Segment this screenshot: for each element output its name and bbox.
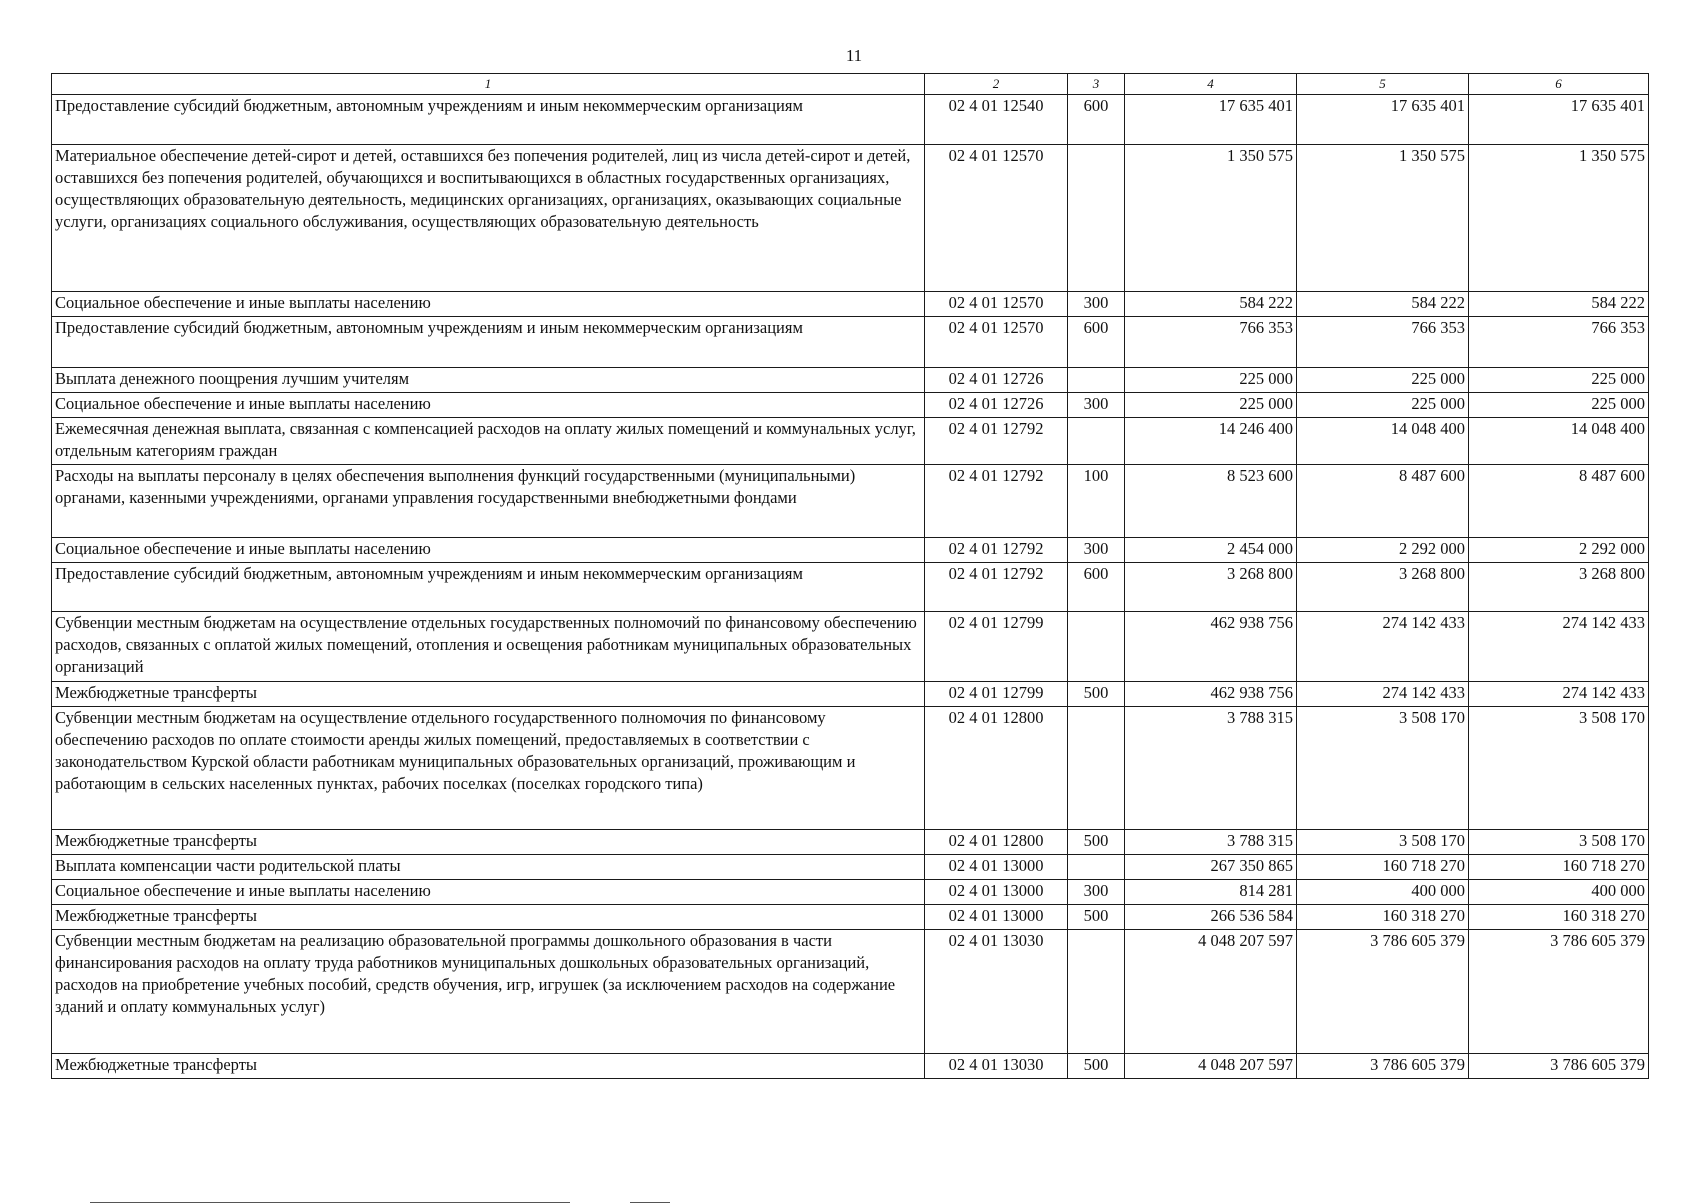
- table-row: [52, 538, 1649, 563]
- item-name: Социальное обеспечение и иные выплаты населению: [52, 538, 925, 563]
- table-row: [52, 145, 1649, 292]
- column-header-1: 1: [52, 74, 925, 95]
- target-code: 02 4 01 13000: [925, 905, 1068, 930]
- target-code: 02 4 01 13000: [925, 880, 1068, 905]
- table-row: [52, 830, 1649, 855]
- amount-col-4: 17 635 401: [1125, 95, 1297, 145]
- amount-col-6: 400 000: [1469, 880, 1649, 905]
- table-row: [52, 682, 1649, 707]
- amount-col-6: 3 508 170: [1469, 830, 1649, 855]
- amount-col-4: 267 350 865: [1125, 855, 1297, 880]
- item-name: Предоставление субсидий бюджетным, автономным учреждениям и иным некоммерческим организациям: [52, 563, 925, 612]
- item-name: Социальное обеспечение и иные выплаты населению: [52, 393, 925, 418]
- amount-col-5: 400 000: [1297, 880, 1469, 905]
- amount-col-5: 160 718 270: [1297, 855, 1469, 880]
- column-header-6: 6: [1469, 74, 1649, 95]
- target-code: 02 4 01 12570: [925, 145, 1068, 292]
- amount-col-4: 225 000: [1125, 368, 1297, 393]
- item-name: Материальное обеспечение детей-сирот и детей, оставшихся без попечения родителей, лиц из числа детей-сирот и детей, оставшихся без попечения родителей, обучающихся и воспитывающихся в областных государственных организациях, осуществляющих образовательную деятельность, медицинских организациях, организациях, оказывающих социальные услуги, организациях социального обслуживания, осуществляющих образовательную деятельность: [52, 145, 925, 292]
- expense-type: 300: [1068, 393, 1125, 418]
- item-name: Межбюджетные трансферты: [52, 830, 925, 855]
- amount-col-6: 3 508 170: [1469, 707, 1649, 830]
- amount-col-4: 766 353: [1125, 317, 1297, 368]
- target-code: 02 4 01 12726: [925, 368, 1068, 393]
- amount-col-6: 3 268 800: [1469, 563, 1649, 612]
- item-name: Выплата компенсации части родительской платы: [52, 855, 925, 880]
- amount-col-4: 462 938 756: [1125, 682, 1297, 707]
- amount-col-6: 3 786 605 379: [1469, 1054, 1649, 1079]
- target-code: 02 4 01 13000: [925, 855, 1068, 880]
- amount-col-5: 274 142 433: [1297, 612, 1469, 682]
- item-name: Выплата денежного поощрения лучшим учителям: [52, 368, 925, 393]
- expense-type: 500: [1068, 830, 1125, 855]
- amount-col-4: 3 788 315: [1125, 707, 1297, 830]
- amount-col-5: 14 048 400: [1297, 418, 1469, 465]
- table-body: [52, 95, 1649, 1079]
- amount-col-4: 2 454 000: [1125, 538, 1297, 563]
- target-code: 02 4 01 12799: [925, 612, 1068, 682]
- table-row: [52, 880, 1649, 905]
- amount-col-6: 2 292 000: [1469, 538, 1649, 563]
- amount-col-4: 225 000: [1125, 393, 1297, 418]
- item-name: Субвенции местным бюджетам на осуществление отдельных государственных полномочий по финансовому обеспечению расходов, связанных с оплатой жилых помещений, отопления и освещения работникам муниципальных образовательных организаций: [52, 612, 925, 682]
- amount-col-4: 8 523 600: [1125, 465, 1297, 538]
- expense-type: [1068, 707, 1125, 830]
- item-name: Расходы на выплаты персоналу в целях обеспечения выполнения функций государственными (муниципальными) органами, казенными учреждениями, органами управления государственными внебюджетными фондами: [52, 465, 925, 538]
- amount-col-6: 225 000: [1469, 368, 1649, 393]
- item-name: Субвенции местным бюджетам на осуществление отдельного государственного полномочия по финансовому обеспечению расходов по оплате стоимости аренды жилых помещений, предоставляемых в соответствии с законодательством Курской области работникам муниципальных образовательных организаций, проживающим и работающим в сельских населенных пунктах, рабочих поселках (поселках городского типа): [52, 707, 925, 830]
- expense-type: 600: [1068, 317, 1125, 368]
- amount-col-5: 584 222: [1297, 292, 1469, 317]
- page-number: 11: [845, 46, 863, 65]
- target-code: 02 4 01 12800: [925, 830, 1068, 855]
- target-code: 02 4 01 12540: [925, 95, 1068, 145]
- amount-col-5: 274 142 433: [1297, 682, 1469, 707]
- item-name: Межбюджетные трансферты: [52, 1054, 925, 1079]
- table-row: [52, 1054, 1649, 1079]
- expense-type: [1068, 612, 1125, 682]
- expense-type: 600: [1068, 95, 1125, 145]
- table-row: [52, 418, 1649, 465]
- expense-type: 600: [1068, 563, 1125, 612]
- column-header-3: 3: [1068, 74, 1125, 95]
- column-header-2: 2: [925, 74, 1068, 95]
- expense-type: 300: [1068, 538, 1125, 563]
- table-row: [52, 905, 1649, 930]
- expense-type: [1068, 368, 1125, 393]
- amount-col-6: 160 718 270: [1469, 855, 1649, 880]
- amount-col-5: 8 487 600: [1297, 465, 1469, 538]
- amount-col-6: 17 635 401: [1469, 95, 1649, 145]
- amount-col-4: 266 536 584: [1125, 905, 1297, 930]
- expense-type: 100: [1068, 465, 1125, 538]
- column-header-4: 4: [1125, 74, 1297, 95]
- table-row: [52, 317, 1649, 368]
- amount-col-4: 3 788 315: [1125, 830, 1297, 855]
- amount-col-6: 1 350 575: [1469, 145, 1649, 292]
- item-name: Ежемесячная денежная выплата, связанная с компенсацией расходов на оплату жилых помещений и коммунальных услуг, отдельным категориям граждан: [52, 418, 925, 465]
- target-code: 02 4 01 13030: [925, 930, 1068, 1054]
- table-row: [52, 465, 1649, 538]
- target-code: 02 4 01 12792: [925, 418, 1068, 465]
- expense-type: 300: [1068, 292, 1125, 317]
- target-code: 02 4 01 12570: [925, 317, 1068, 368]
- amount-col-6: 8 487 600: [1469, 465, 1649, 538]
- item-name: Социальное обеспечение и иные выплаты населению: [52, 292, 925, 317]
- item-name: Межбюджетные трансферты: [52, 682, 925, 707]
- expense-type: 300: [1068, 880, 1125, 905]
- table-row: [52, 368, 1649, 393]
- expense-type: [1068, 145, 1125, 292]
- budget-table: [51, 73, 1649, 1079]
- amount-col-6: 225 000: [1469, 393, 1649, 418]
- item-name: Социальное обеспечение и иные выплаты населению: [52, 880, 925, 905]
- amount-col-6: 3 786 605 379: [1469, 930, 1649, 1054]
- amount-col-5: 225 000: [1297, 393, 1469, 418]
- expense-type: 500: [1068, 1054, 1125, 1079]
- item-name: Предоставление субсидий бюджетным, автономным учреждениям и иным некоммерческим организациям: [52, 95, 925, 145]
- table-row: [52, 612, 1649, 682]
- amount-col-6: 274 142 433: [1469, 682, 1649, 707]
- amount-col-4: 584 222: [1125, 292, 1297, 317]
- item-name: Предоставление субсидий бюджетным, автономным учреждениям и иным некоммерческим организациям: [52, 317, 925, 368]
- amount-col-5: 3 786 605 379: [1297, 930, 1469, 1054]
- expense-type: 500: [1068, 682, 1125, 707]
- target-code: 02 4 01 12726: [925, 393, 1068, 418]
- expense-type: [1068, 855, 1125, 880]
- amount-col-4: 14 246 400: [1125, 418, 1297, 465]
- amount-col-4: 4 048 207 597: [1125, 1054, 1297, 1079]
- amount-col-5: 1 350 575: [1297, 145, 1469, 292]
- target-code: 02 4 01 12792: [925, 465, 1068, 538]
- amount-col-4: 4 048 207 597: [1125, 930, 1297, 1054]
- amount-col-5: 3 508 170: [1297, 830, 1469, 855]
- amount-col-6: 274 142 433: [1469, 612, 1649, 682]
- amount-col-5: 766 353: [1297, 317, 1469, 368]
- table-row: [52, 707, 1649, 830]
- amount-col-4: 1 350 575: [1125, 145, 1297, 292]
- amount-col-6: 584 222: [1469, 292, 1649, 317]
- amount-col-5: 17 635 401: [1297, 95, 1469, 145]
- amount-col-6: 766 353: [1469, 317, 1649, 368]
- amount-col-5: 3 786 605 379: [1297, 1054, 1469, 1079]
- table-row: [52, 95, 1649, 145]
- amount-col-5: 3 268 800: [1297, 563, 1469, 612]
- item-name: Межбюджетные трансферты: [52, 905, 925, 930]
- item-name: Субвенции местным бюджетам на реализацию образовательной программы дошкольного образования в части финансирования расходов на оплату труда работников муниципальных дошкольных образовательных организаций, расходов на приобретение учебных пособий, средств обучения, игр, игрушек (за исключением расходов на содержание зданий и оплату коммунальных услуг): [52, 930, 925, 1054]
- table-row: [52, 563, 1649, 612]
- table-header-row: [52, 74, 1649, 95]
- amount-col-5: 3 508 170: [1297, 707, 1469, 830]
- table-row: [52, 292, 1649, 317]
- amount-col-4: 814 281: [1125, 880, 1297, 905]
- amount-col-5: 2 292 000: [1297, 538, 1469, 563]
- amount-col-5: 160 318 270: [1297, 905, 1469, 930]
- amount-col-4: 462 938 756: [1125, 612, 1297, 682]
- amount-col-6: 160 318 270: [1469, 905, 1649, 930]
- table-row: [52, 930, 1649, 1054]
- target-code: 02 4 01 12570: [925, 292, 1068, 317]
- column-header-5: 5: [1297, 74, 1469, 95]
- table-row: [52, 393, 1649, 418]
- target-code: 02 4 01 12800: [925, 707, 1068, 830]
- target-code: 02 4 01 12792: [925, 563, 1068, 612]
- target-code: 02 4 01 13030: [925, 1054, 1068, 1079]
- table-row: [52, 855, 1649, 880]
- amount-col-6: 14 048 400: [1469, 418, 1649, 465]
- target-code: 02 4 01 12792: [925, 538, 1068, 563]
- target-code: 02 4 01 12799: [925, 682, 1068, 707]
- expense-type: [1068, 418, 1125, 465]
- amount-col-4: 3 268 800: [1125, 563, 1297, 612]
- amount-col-5: 225 000: [1297, 368, 1469, 393]
- expense-type: 500: [1068, 905, 1125, 930]
- expense-type: [1068, 930, 1125, 1054]
